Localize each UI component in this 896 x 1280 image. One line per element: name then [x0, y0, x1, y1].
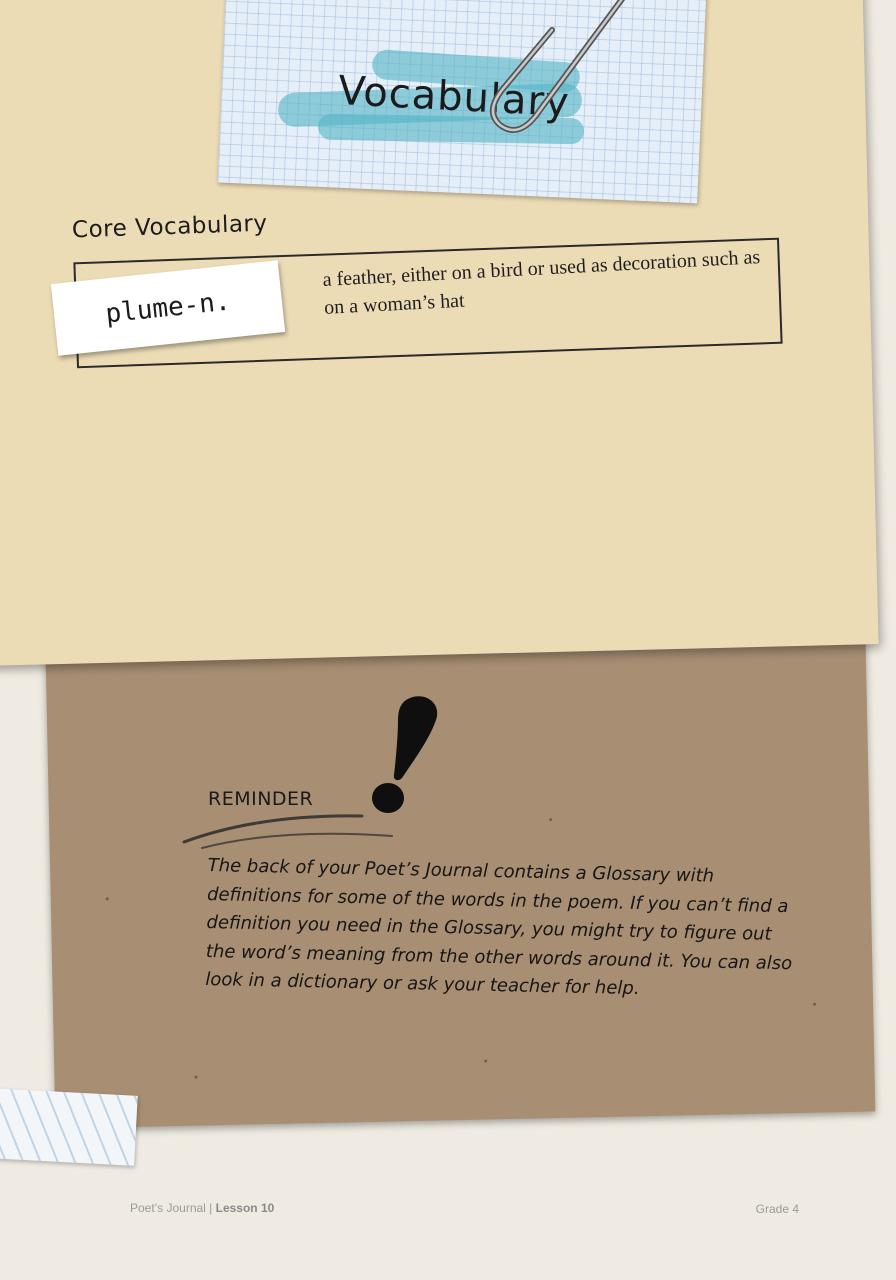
footer-journal-title: Poet’s Journal — [130, 1201, 206, 1215]
reminder-text: The back of your Poet’s Journal contains a Glossary with definitions for some of the words in the poem. If you can’t find a definition you need in the Glossary, you might try to figure out the word’s meaning from the other words around it. You can also look in a dictionary or ask your teacher for help. — [205, 854, 793, 1000]
reminder-label: REMINDER — [208, 788, 314, 810]
section-heading: Core Vocabulary — [71, 210, 268, 244]
footer-lesson: Lesson 10 — [215, 1201, 275, 1215]
vocab-word: plume-n. — [104, 286, 232, 330]
footer-separator: | — [205, 1201, 216, 1215]
underline-swoosh — [180, 806, 400, 856]
vocab-definition: a feather, either on a bird or used as decoration such as on a woman’s hat — [322, 246, 761, 319]
exclamation-icon — [362, 690, 452, 820]
footer-journal — [130, 1201, 274, 1215]
page-title: Vocabulary — [336, 67, 571, 127]
ruled-paper-scrap — [0, 1088, 138, 1166]
paperclip-icon — [480, 0, 650, 160]
footer-grade: Grade 4 — [755, 1202, 799, 1216]
